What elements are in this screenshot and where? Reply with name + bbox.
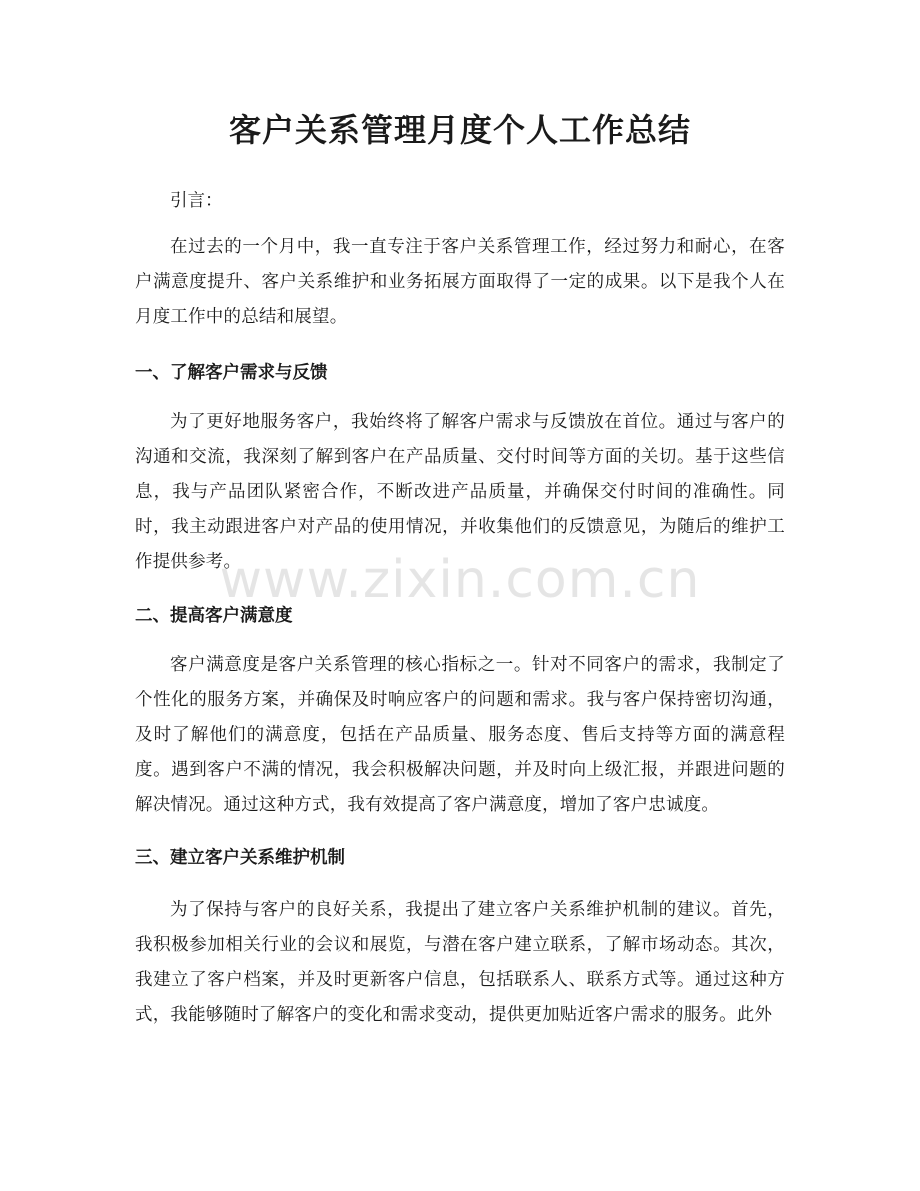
section-heading-1: 一、了解客户需求与反馈 bbox=[135, 363, 328, 383]
watermark: www.zixin.com.cn bbox=[219, 550, 701, 610]
section-body-3: 为了保持与客户的良好关系，我提出了建立客户关系维护机制的建议。首先，我积极参加相关行业的会议和展览，与潜在客户建立联系，了解市场动态。其次，我建立了客户档案，并及时更新客户信息，包括联系人、联系方式等。通过这种方式，我能够随时了解客户的变化和需求变动，提供更加贴近客户需求的服务。此外 bbox=[135, 900, 785, 1025]
section-heading-3: 三、建立客户关系维护机制 bbox=[135, 848, 345, 868]
intro-label: 引言： bbox=[170, 191, 223, 211]
intro-paragraph: 在过去的一个月中，我一直专注于客户关系管理工作，经过努力和耐心，在客户满意度提升、客户关系维护和业务拓展方面取得了一定的成果。以下是我个人在月度工作中的总结和展望。 bbox=[135, 237, 785, 327]
page-title: 客户关系管理月度个人工作总结 bbox=[228, 111, 691, 149]
section-body-1: 为了更好地服务客户，我始终将了解客户需求与反馈放在首位。通过与客户的沟通和交流，我深刻了解到客户在产品质量、交付时间等方面的关切。基于这些信息，我与产品团队紧密合作，不断改进产品质量，并确保交付时间的准确性。同时，我主动跟进客户对产品的使用情况，并收集他们的反馈意见，为随后的维护工作提供参考。 bbox=[135, 412, 785, 572]
section-heading-2: 二、提高客户满意度 bbox=[135, 606, 293, 626]
section-body-2: 客户满意度是客户关系管理的核心指标之一。针对不同客户的需求，我制定了个性化的服务方案，并确保及时响应客户的问题和需求。我与客户保持密切沟通，及时了解他们的满意度，包括在产品质量、服务态度、售后支持等方面的满意程度。遇到客户不满的情况，我会积极解决问题，并及时向上级汇报，并跟进问题的解决情况。通过这种方式，我有效提高了客户满意度，增加了客户忠诚度。 bbox=[135, 655, 785, 815]
